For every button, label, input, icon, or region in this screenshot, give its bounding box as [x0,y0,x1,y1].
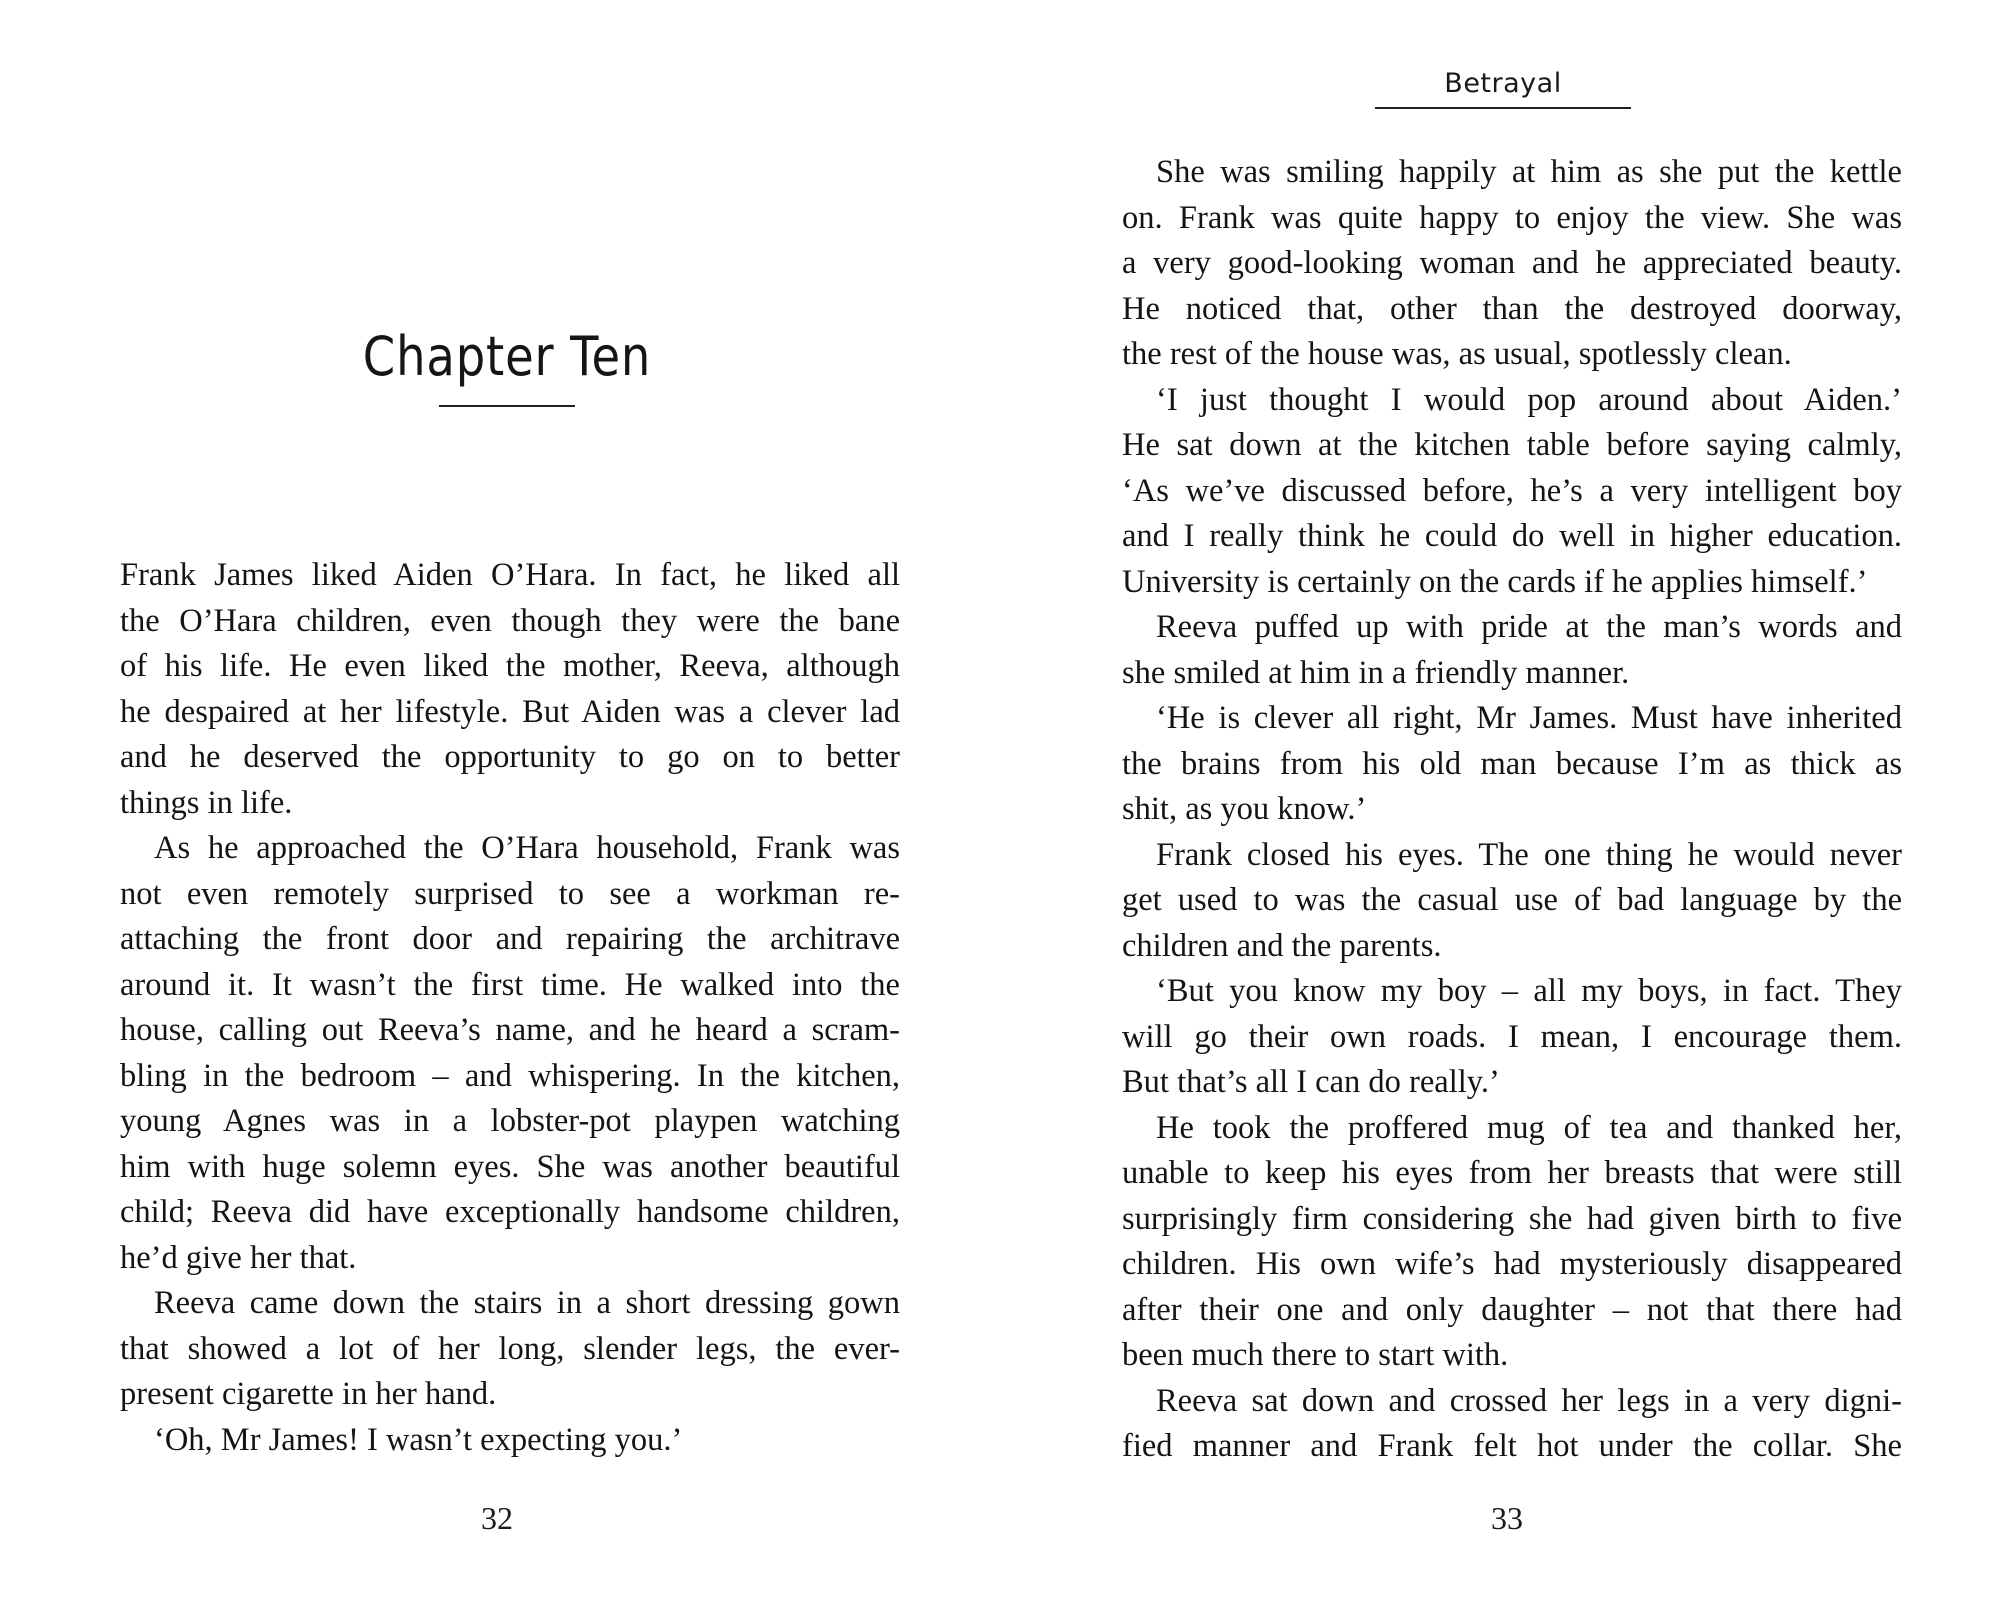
text-line: he’d give her that. [120,1239,357,1276]
text-line: He took the proffered mug of tea and thanked her, [1156,1109,1902,1146]
text-line: she smiled at him in a friendly manner. [1122,654,1630,691]
text-line: shit, as you know.’ [1122,791,1367,827]
text-line: a very good-looking woman and he appreciated beauty. [1122,245,1902,281]
text-line: Frank James liked Aiden O’Hara. In fact, he liked all [120,557,900,593]
text-line: and I really think he could do well in higher education. [1122,518,1902,554]
text-line: child; Reeva did have exceptionally handsome children, [120,1194,900,1230]
text-line: and he deserved the opportunity to go on to better [120,739,900,775]
text-line: the rest of the house was, as usual, spotlessly clean. [1122,336,1792,372]
right-body-text [1122,150,1902,1470]
text-line: ‘As we’ve discussed before, he’s a very intelligent boy [1122,472,1902,509]
text-line: children. His own wife’s had mysteriously disappeared [1122,1246,1902,1282]
text-line: been much there to start with. [1122,1337,1509,1373]
text-line: not even remotely surprised to see a workman re- [120,875,900,912]
text-line: ‘He is clever all right, Mr James. Must have inherited [1156,700,1902,736]
text-line: ‘Oh, Mr James! I wasn’t expecting you.’ [154,1421,683,1458]
text-line: children and the parents. [1122,927,1442,964]
text-line: get used to was the casual use of bad language by the [1122,882,1902,918]
text-line: attaching the front door and repairing the architrave [120,921,900,957]
text-line: ‘But you know my boy – all my boys, in fact. They [1156,973,1902,1009]
text-line: him with huge solemn eyes. She was another beautiful [120,1148,900,1185]
text-line: present cigarette in her hand. [120,1376,497,1412]
text-line: bling in the bedroom – and whispering. In the kitchen, [120,1057,900,1094]
text-line: ‘I just thought I would pop around about Aiden.’ [1156,381,1902,418]
text-line: the brains from his old man because I’m as thick as [1122,745,1902,782]
left-body-text [120,553,900,1463]
right-page [1000,0,2000,1615]
text-line: As he approached the O’Hara household, Frank was [154,830,900,866]
text-line: the O’Hara children, even though they were the bane [120,602,900,639]
text-line: But that’s all I can do really.’ [1122,1064,1500,1100]
text-line: Reeva came down the stairs in a short dressing gown [154,1285,900,1321]
page-number-left: 32 [481,1500,513,1536]
text-line: Reeva sat down and crossed her legs in a very digni- [1156,1382,1902,1419]
text-line: he despaired at her lifestyle. But Aiden was a clever lad [120,693,900,730]
text-line: He noticed that, other than the destroyed doorway, [1122,290,1902,327]
text-line: fied manner and Frank felt hot under the collar. She [1122,1428,1902,1464]
text-line: after their one and only daughter – not that there had [1122,1291,1902,1328]
text-line: University is certainly on the cards if he applies himself.’ [1122,563,1868,600]
page-number-right: 33 [1491,1500,1523,1536]
text-line: young Agnes was in a lobster-pot playpen watching [120,1103,900,1139]
text-line: that showed a lot of her long, slender legs, the ever- [120,1330,900,1367]
text-line: unable to keep his eyes from her breasts that were still [1122,1155,1902,1191]
text-line: will go their own roads. I mean, I encourage them. [1122,1018,1902,1055]
text-line: of his life. He even liked the mother, Reeva, although [120,648,900,684]
text-line: Reeva puffed up with pride at the man’s words and [1156,609,1902,645]
running-head: Betrayal [1444,68,1562,99]
text-line: on. Frank was quite happy to enjoy the view. She was [1122,199,1902,236]
text-line: surprisingly firm considering she had given birth to five [1122,1200,1902,1237]
running-head-rule [1375,107,1631,109]
text-line: house, calling out Reeva’s name, and he heard a scram- [120,1012,900,1048]
text-line: He sat down at the kitchen table before saying calmly, [1122,427,1902,463]
chapter-title: Chapter Ten [362,325,652,388]
chapter-rule [439,405,575,407]
text-line: She was smiling happily at him as she put the kettle [1156,154,1902,190]
text-line: things in life. [120,784,293,821]
text-line: around it. It wasn’t the first time. He walked into the [120,966,900,1003]
text-line: Frank closed his eyes. The one thing he would never [1156,836,1902,873]
